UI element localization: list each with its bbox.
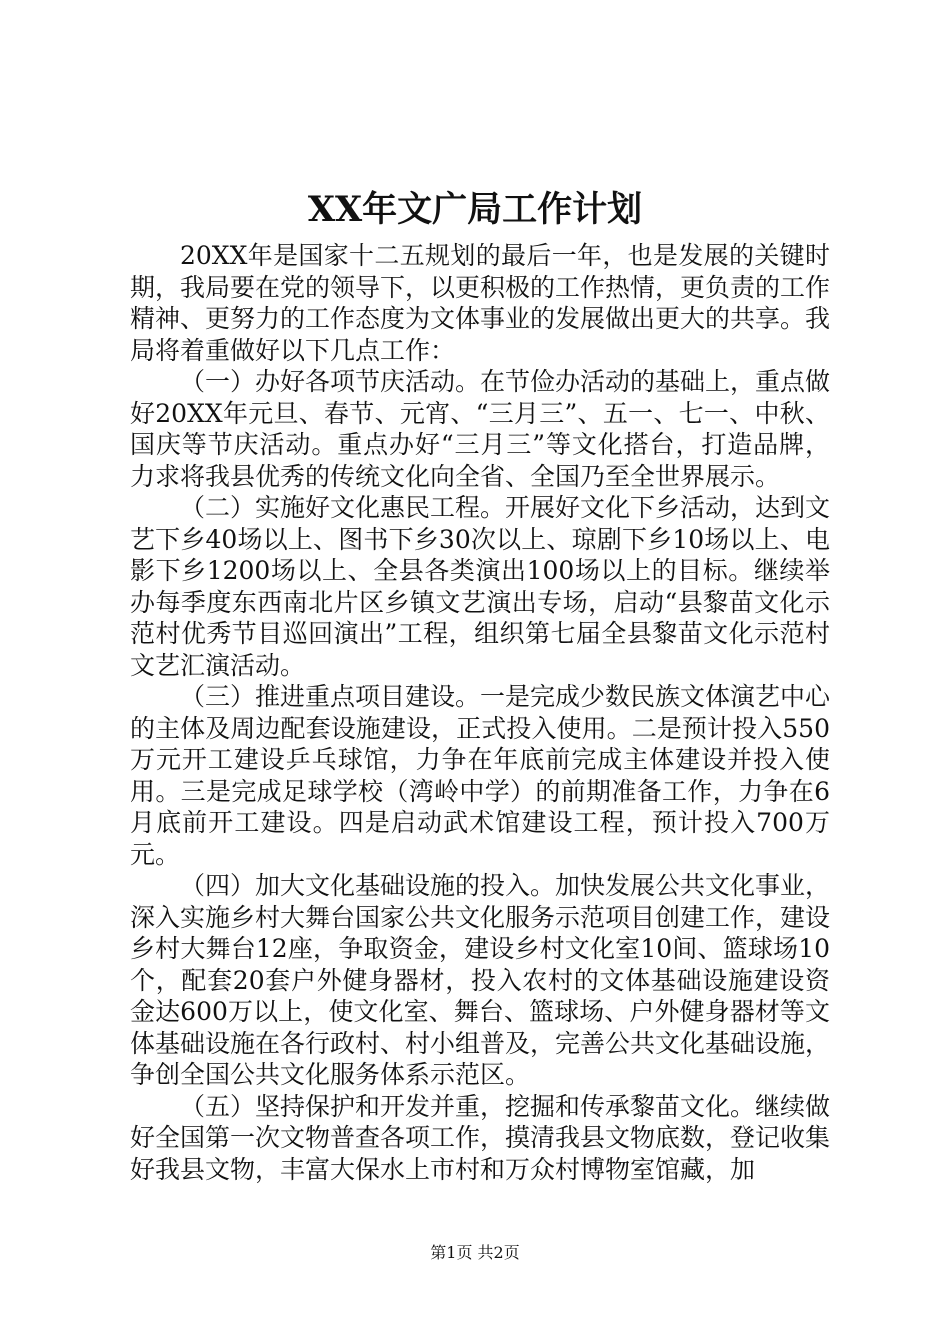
document-title: XX年文广局工作计划 xyxy=(307,189,643,230)
paragraph-item-2: （二）实施好文化惠民工程。开展好文化下乡活动，达到文艺下乡40场以上、图书下乡30次以上、琼剧下乡10场以上、电影下乡1200场以上、全县各类演出100场以上的目标。继续举办每季度东西南北片区乡镇文艺演出专场，启动“县黎苗文化示范村优秀节目巡回演出”工程，组织第七届全县黎苗文化示范村文艺汇演活动。 xyxy=(130,493,831,680)
paragraph-item-4: （四）加大文化基础设施的投入。加快发展公共文化事业，深入实施乡村大舞台国家公共文化服务示范项目创建工作，建设乡村大舞台12座，争取资金，建设乡村文化室10间、篮球场10个，配套20套户外健身器材，投入农村的文体基础设施建设资金达600万以上，使文化室、舞台、篮球场、户外健身器材等文体基础设施在各行政村、村小组普及，完善公共文化基础设施，争创全国公共文化服务体系示范区。 xyxy=(130,871,831,1089)
paragraph-intro: 20XX年是国家十二五规划的最后一年，也是发展的关键时期，我局要在党的领导下，以更积极的工作热情，更负责的工作精神、更努力的工作态度为文体事业的发展做出更大的共享。我局将着重做好以下几点工作： xyxy=(130,241,831,365)
page-number-footer: 第1页 共2页 xyxy=(430,1243,520,1262)
document-body xyxy=(130,240,830,1185)
paragraph-item-3: （三）推进重点项目建设。一是完成少数民族文体演艺中心的主体及周边配套设施建设，正式投入使用。二是预计投入550万元开工建设乒乓球馆，力争在年底前完成主体建设并投入使用。三是完成足球学校（湾岭中学）的前期准备工作，力争在6月底前开工建设。四是启动武术馆建设工程，预计投入700万元。 xyxy=(130,682,831,869)
paragraph-item-5: （五）坚持保护和开发并重，挖掘和传承黎苗文化。继续做好全国第一次文物普查各项工作，摸清我县文物底数，登记收集好我县文物，丰富大保水上市村和万众村博物室馆藏，加 xyxy=(130,1091,831,1184)
paragraph-item-1: （一）办好各项节庆活动。在节俭办活动的基础上，重点做好20XX年元旦、春节、元宵、“三月三”、五一、七一、中秋、国庆等节庆活动。重点办好“三月三”等文化搭台，打造品牌，力求将我县优秀的传统文化向全省、全国乃至全世界展示。 xyxy=(130,367,831,491)
